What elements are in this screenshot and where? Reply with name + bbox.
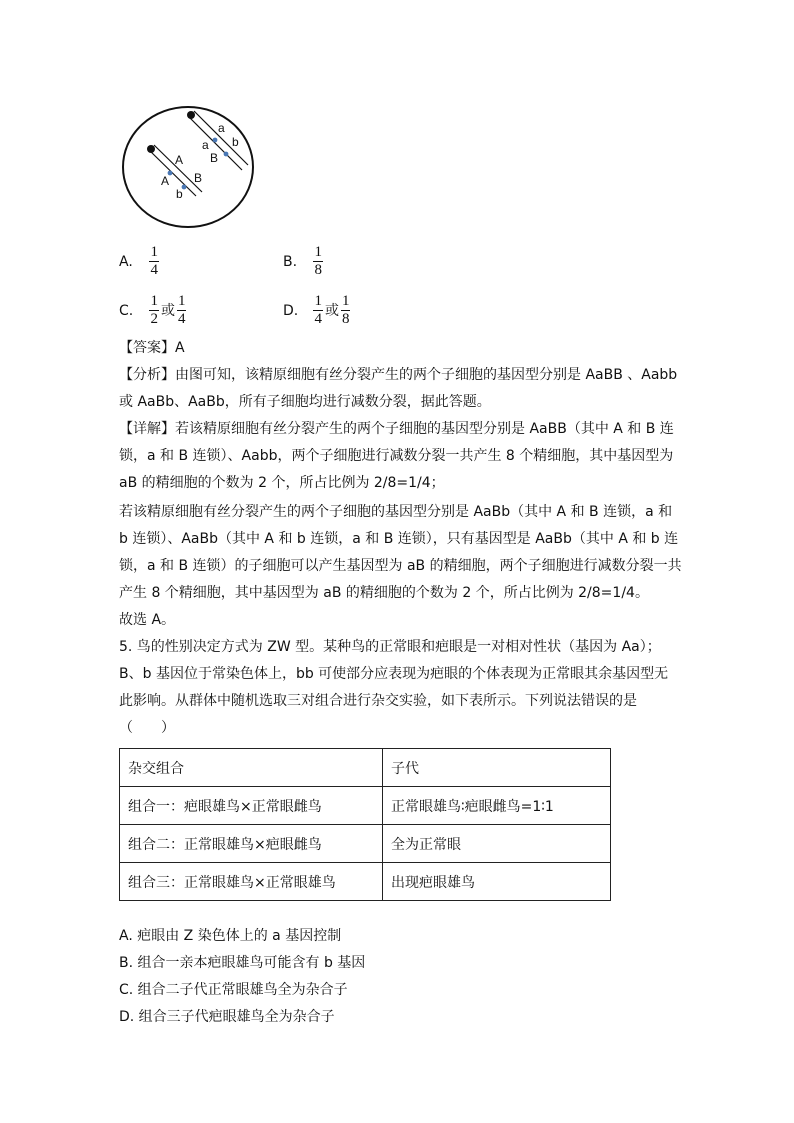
option-c: C. $\frac{1}{2}$ 或 $\frac{1}{4}$ bbox=[119, 293, 186, 327]
option-d: D. $\frac{1}{4}$ 或 $\frac{1}{8}$ bbox=[283, 293, 350, 327]
detail-line: 锁，a 和 B 连锁）、Aabb，两个子细胞进行减数分裂一共产生 8 个精细胞，其中基因型为 bbox=[119, 448, 674, 464]
gene-label: a bbox=[218, 121, 225, 135]
cell-membrane bbox=[123, 107, 253, 227]
fraction: $\frac{1}{2}$ bbox=[150, 293, 158, 327]
gene-label: B bbox=[194, 171, 203, 185]
fraction: $\frac{1}{4}$ bbox=[177, 293, 186, 327]
detail-line: 产生 8 个精细胞，其中基因型为 aB 的精细胞的个数为 2 个，所占比例为 2/8=1/4。 bbox=[119, 585, 649, 601]
table-cell: 正常眼雄鸟∶疤眼雌鸟=1∶1 bbox=[383, 787, 611, 825]
gene-label: a bbox=[202, 138, 209, 152]
fraction: $\frac{1}{8}$ bbox=[341, 293, 350, 327]
cross-table bbox=[119, 748, 611, 901]
centromere-lower bbox=[147, 145, 155, 153]
cell-diagram bbox=[118, 104, 258, 230]
table-header-row bbox=[120, 749, 611, 787]
table-cell: 全为正常眼 bbox=[383, 825, 611, 863]
table-header: 杂交组合 bbox=[120, 749, 383, 787]
gene-label: B bbox=[210, 151, 219, 165]
q5-option: C. 组合二子代正常眼雄鸟全为杂合子 bbox=[119, 982, 348, 998]
table-row bbox=[120, 787, 611, 825]
q5-stem: （ ） bbox=[119, 720, 175, 736]
q5-option: B. 组合一亲本疤眼雄鸟可能含有 b 基因 bbox=[119, 955, 366, 971]
centromere-upper bbox=[187, 111, 195, 119]
analysis-line: 【分析】由图可知，该精原细胞有丝分裂产生的两个子细胞的基因型分别是 AaBB 、Aabb bbox=[119, 367, 678, 383]
gene-label: A bbox=[175, 153, 184, 167]
option-a: A. $\frac{1}{4}$ bbox=[119, 244, 158, 278]
detail-line: 若该精原细胞有丝分裂产生的两个子细胞的基因型分别是 AaBb（其中 A 和 B 连锁，a 和 bbox=[119, 504, 673, 520]
fraction: $\frac{1}{4}$ bbox=[150, 244, 158, 278]
q5-option: A. 疤眼由 Z 染色体上的 a 基因控制 bbox=[119, 928, 342, 944]
table-cell: 组合三：正常眼雄鸟×正常眼雄鸟 bbox=[120, 863, 383, 901]
gene-label: A bbox=[161, 174, 170, 188]
table-row bbox=[120, 863, 611, 901]
detail-line: 故选 A。 bbox=[119, 612, 176, 628]
analysis-line: 或 AaBb、AaBb，所有子细胞均进行减数分裂，据此答题。 bbox=[119, 394, 491, 410]
q5-stem: 此影响。从群体中随机选取三对组合进行杂交实验，如下表所示。下列说法错误的是 bbox=[119, 693, 637, 709]
q5-option: D. 组合三子代疤眼雄鸟全为杂合子 bbox=[119, 1009, 335, 1025]
detail-line: 【详解】若该精原细胞有丝分裂产生的两个子细胞的基因型分别是 AaBB（其中 A 和 B 连 bbox=[119, 421, 674, 437]
option-b: B. $\frac{1}{8}$ bbox=[283, 244, 322, 278]
answer-line: 【答案】A bbox=[119, 340, 185, 356]
fraction: $\frac{1}{4}$ bbox=[314, 293, 322, 327]
detail-line: 锁，a 和 B 连锁）的子细胞可以产生基因型为 aB 的精细胞，两个子细胞进行减数分裂一共 bbox=[119, 558, 682, 574]
table-cell: 组合一：疤眼雄鸟×正常眼雌鸟 bbox=[120, 787, 383, 825]
detail-line: b 连锁）、AaBb（其中 A 和 b 连锁，a 和 B 连锁），只有基因型是 AaBb（其中 A 和 b 连 bbox=[119, 531, 679, 547]
table-header: 子代 bbox=[383, 749, 611, 787]
fraction: $\frac{1}{8}$ bbox=[314, 244, 322, 278]
table-cell: 组合二：正常眼雄鸟×疤眼雌鸟 bbox=[120, 825, 383, 863]
detail-line: aB 的精细胞的个数为 2 个，所占比例为 2/8=1/4； bbox=[119, 475, 445, 491]
gene-label: b bbox=[232, 135, 239, 149]
gene-label: b bbox=[176, 187, 183, 201]
q5-stem: B、b 基因位于常染色体上，bb 可使部分应表现为疤眼的个体表现为正常眼其余基因型无 bbox=[119, 666, 669, 682]
q5-stem: 5. 鸟的性别决定方式为 ZW 型。某种鸟的正常眼和疤眼是一对相对性状（基因为 Aa）； bbox=[119, 639, 661, 655]
table-cell: 出现疤眼雄鸟 bbox=[383, 863, 611, 901]
table-row bbox=[120, 825, 611, 863]
